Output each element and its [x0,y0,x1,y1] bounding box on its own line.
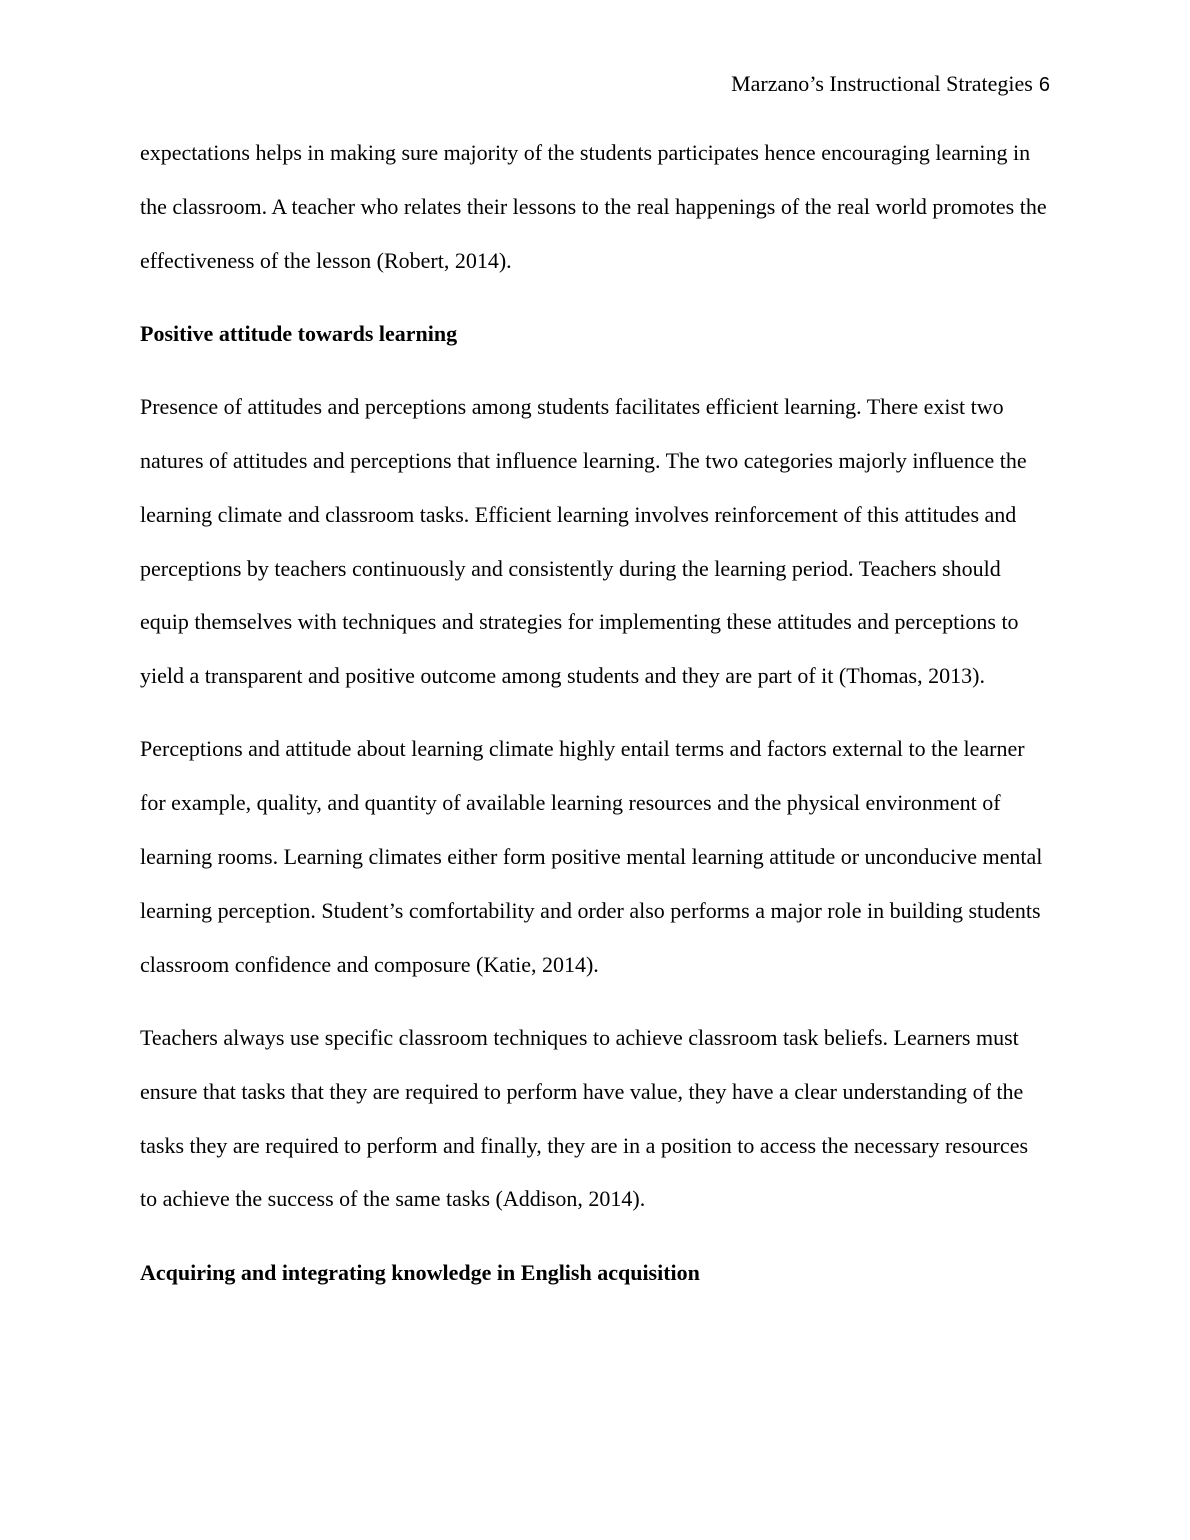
paragraph-attitudes-perceptions: Presence of attitudes and perceptions among students facilitates efficient learning. There exist two natures of attitudes and perceptions that influence learning. The two categories majorly influence the learning climate and classroom tasks. Efficient learning involves reinforcement of this attitudes and perceptions by teachers continuously and consistently during the learning period. Teachers should equip themselves with techniques and strategies for implementing these attitudes and perceptions to yield a transparent and positive outcome among students and they are part of it (Thomas, 2013). [140,394,1027,689]
paragraph-learning-climate: Perceptions and attitude about learning climate highly entail terms and factors external to the learner for example, quality, and quantity of available learning resources and the physical environment of learning rooms. Learning climates either form positive mental learning attitude or unconducive mental learning perception. Student’s comfortability and order also performs a major role in building students classroom confidence and composure (Katie, 2014). [140,736,1043,977]
running-head [731,70,1050,99]
paragraph-continuation: expectations helps in making sure majority of the students participates hence encouraging learning in the classroom. A teacher who relates their lessons to the real happenings of the real world promotes the effectiveness of the lesson (Robert, 2014). [140,140,1047,273]
document-body [140,126,1050,1319]
page-number: 6 [1038,74,1050,96]
paragraph-classroom-tasks: Teachers always use specific classroom techniques to achieve classroom task beliefs. Learners must ensure that tasks that they are required to perform have value, they have a clear understanding of the tasks they are required to perform and finally, they are in a position to access the necessary resources to achieve the success of the same tasks (Addison, 2014). [140,1024,1029,1212]
running-head-title: Marzano’s Instructional Strategies [731,71,1033,96]
section-heading-english-acquisition: Acquiring and integrating knowledge in English acquisition [140,1259,700,1285]
section-heading-positive-attitude: Positive attitude towards learning [140,320,458,346]
